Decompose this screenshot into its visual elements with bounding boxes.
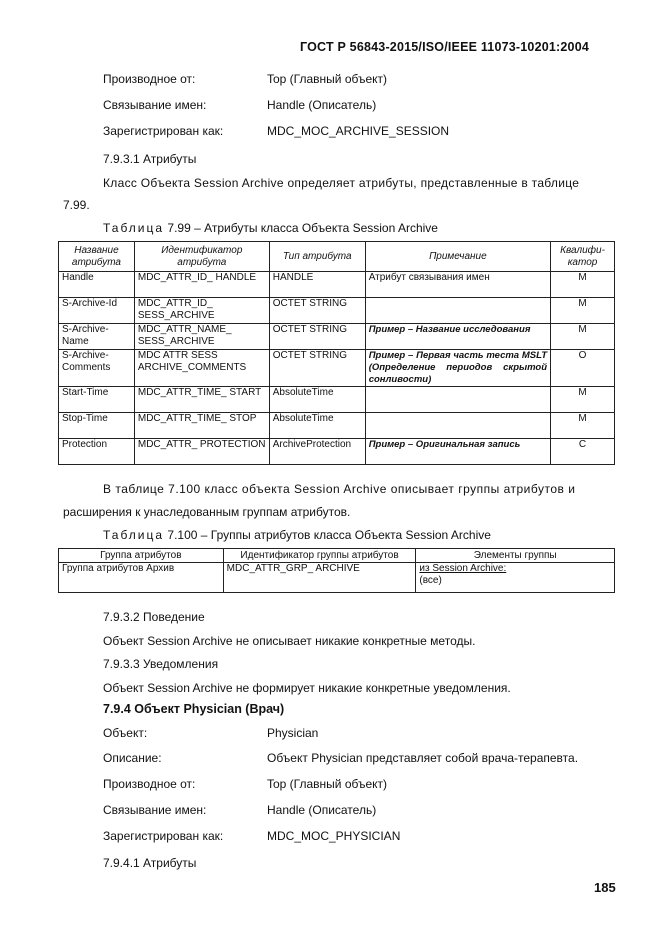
table-100-caption [103,528,491,542]
archive-binding-label: Связывание имен: [103,98,207,112]
paragraph-2-line-1: В таблице 7.100 класс объекта Session Archive описывает группы атрибутов и [103,482,576,496]
cell-attr-type: OCTET STRING [269,324,365,350]
cell-attr-type: AbsoluteTime [269,387,365,413]
notifications-text: Объект Session Archive не формирует никакие конкретные уведомления. [103,681,511,695]
attribute-groups-table-100 [58,548,615,593]
cell-attr-qualifier: C [551,439,615,465]
cell-attr-note: Атрибут связывания имен [365,272,550,298]
cell-attr-note [365,387,550,413]
cell-attr-name: S-Archive-Name [59,324,135,350]
physician-description-value: Объект Physician представляет собой врача-терапевта. [267,751,579,765]
cell-attr-note: Пример – Оригинальная запись [365,439,550,465]
cell-attr-name: Protection [59,439,135,465]
cell-attr-type: ArchiveProtection [269,439,365,465]
paragraph-1-line-2: 7.99. [63,198,90,212]
cell-attr-qualifier: M [551,272,615,298]
physician-object-label: Объект: [103,726,148,740]
cell-group-elements [416,563,615,593]
cell-attr-id: MDC_ATTR_TIME_ STOP [134,413,269,439]
table-row [59,439,615,465]
archive-registered-label: Зарегистрирован как: [103,124,224,138]
table-row [59,563,615,593]
paragraph-1-line-1: Класс Объекта Session Archive определяет атрибуты, представленные в таблице [103,176,580,190]
table-99-header-note: Примечание [365,242,550,272]
cell-attr-id: MDC_ATTR_ID_ SESS_ARCHIVE [134,298,269,324]
table-100-header-group: Группа атрибутов [59,549,224,563]
document-header: ГОСТ Р 56843-2015/ISO/IEEE 11073-10201:2004 [300,40,590,54]
cell-group-id: MDC_ATTR_GRP_ ARCHIVE [223,563,416,593]
archive-derived-label: Производное от: [103,72,196,86]
cell-attr-name: S-Archive-Id [59,298,135,324]
archive-registered-value: MDC_MOC_ARCHIVE_SESSION [267,124,450,138]
table-100-caption-prefix: Таблица [103,528,165,542]
group-elements-source: из Session Archive: [419,563,507,574]
physician-binding-value: Handle (Описатель) [267,803,377,817]
attributes-table-99 [58,241,615,465]
cell-attr-name: Handle [59,272,135,298]
archive-derived-value: Top (Главный объект) [267,72,388,86]
cell-attr-id: MDC_ATTR_ PROTECTION [134,439,269,465]
cell-attr-type: OCTET STRING [269,298,365,324]
cell-attr-id: MDC_ATTR_ID_ HANDLE [134,272,269,298]
section-794-heading: 7.9.4 Объект Physician (Врач) [103,702,285,716]
cell-attr-id: MDC_ATTR_NAME_ SESS_ARCHIVE [134,324,269,350]
table-99-header-qualifier: Квалифи-катор [551,242,615,272]
cell-attr-note: Пример – Название исследования [365,324,550,350]
cell-attr-type: AbsoluteTime [269,413,365,439]
table-99-caption [103,221,438,235]
section-7931-heading: 7.9.3.1 Атрибуты [103,152,197,166]
table-row [59,350,615,387]
table-row [59,272,615,298]
cell-attr-qualifier: M [551,298,615,324]
table-100-header-elements: Элементы группы [416,549,615,563]
physician-derived-value: Top (Главный объект) [267,777,388,791]
cell-attr-type: HANDLE [269,272,365,298]
table-99-header-name: Название атрибута [59,242,135,272]
cell-attr-name: S-Archive-Comments [59,350,135,387]
cell-attr-qualifier: M [551,413,615,439]
page-number: 185 [594,880,616,895]
cell-attr-qualifier: O [551,350,615,387]
behavior-text: Объект Session Archive не описывает никакие конкретные методы. [103,634,476,648]
section-7932-heading: 7.9.3.2 Поведение [103,610,205,624]
cell-attr-note: Пример – Первая часть теста MSLT (Определение периодов скрытой сонливости) [365,350,550,387]
paragraph-2-line-2: расширения к унаследованным группам атрибутов. [63,505,351,519]
group-elements-all: (все) [419,575,442,586]
physician-derived-label: Производное от: [103,777,196,791]
cell-attr-name: Stop-Time [59,413,135,439]
cell-attr-name: Start-Time [59,387,135,413]
cell-attr-id: MDC_ATTR_TIME_ START [134,387,269,413]
table-99-header-type: Тип атрибута [269,242,365,272]
section-7941-heading: 7.9.4.1 Атрибуты [103,856,197,870]
table-row [59,387,615,413]
table-100-caption-text: 7.100 – Группы атрибутов класса Объекта Session Archive [167,528,491,542]
physician-description-label: Описание: [103,751,162,765]
section-7933-heading: 7.9.3.3 Уведомления [103,657,219,671]
cell-group-name: Группа атрибутов Архив [59,563,224,593]
archive-binding-value: Handle (Описатель) [267,98,377,112]
cell-attr-id: MDC ATTR SESS ARCHIVE_COMMENTS [134,350,269,387]
table-row [59,413,615,439]
physician-registered-label: Зарегистрирован как: [103,829,224,843]
cell-attr-note [365,413,550,439]
table-row [59,324,615,350]
physician-object-value: Physician [267,726,319,740]
table-row [59,298,615,324]
table-100-header-id: Идентификатор группы атрибутов [223,549,416,563]
physician-binding-label: Связывание имен: [103,803,207,817]
cell-attr-type: OCTET STRING [269,350,365,387]
cell-attr-qualifier: M [551,324,615,350]
table-99-caption-text: 7.99 – Атрибуты класса Объекта Session Archive [167,221,438,235]
physician-registered-value: MDC_MOC_PHYSICIAN [267,829,401,843]
table-99-header-id: Идентификатор атрибута [134,242,269,272]
table-99-caption-prefix: Таблица [103,221,165,235]
cell-attr-qualifier: M [551,387,615,413]
cell-attr-note [365,298,550,324]
